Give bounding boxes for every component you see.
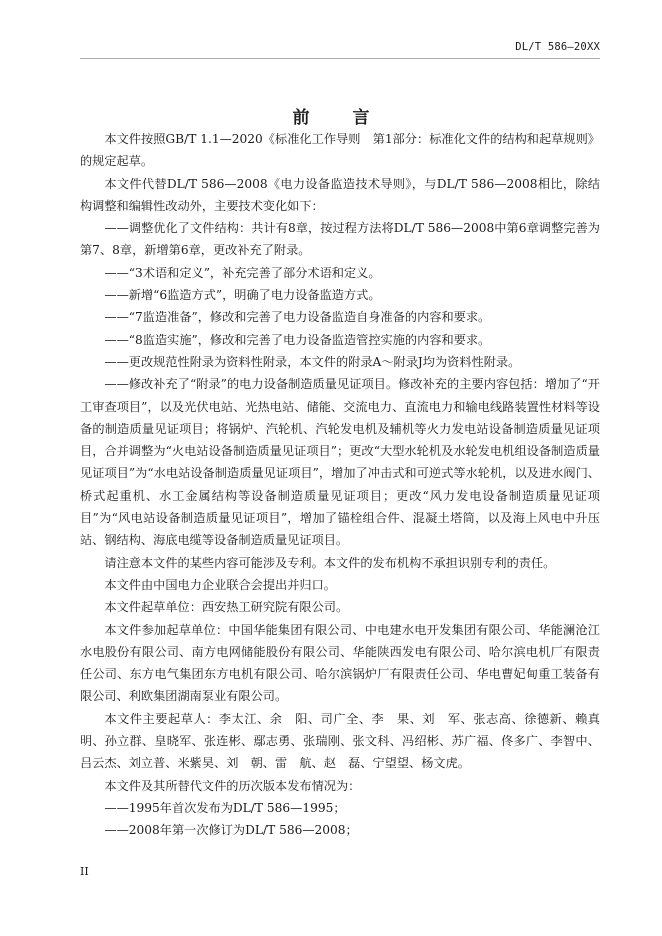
header-rule (80, 58, 600, 59)
change-item-annex-content: ——修改补充了“附录”的电力设备制造质量见证项目。修改补充的主要内容包括：增加了“开工审查项目”，以及光伏电站、光热电站、储能、交流电力、直流电力和输电线路装置性材料等设备的制造质量见证项目；将锅炉、汽轮机、汽轮发电机及辅机等火力发电站设备制造质量见证项目，合并调整为“火电站设备制造质量见证项目”；更改“大型水轮机及水轮发电机组设备制造质量见证项目”为“水电站设备制造质量见证项目”，增加了冲击式和可逆式等水轮机，以及进水阀门、桥式起重机、水工金属结构等设备制造质量见证项目；更改“风力发电设备制造质量见证项目”为“风电站设备制造质量见证项目”，增加了锚栓组合件、混凝土塔筒，以及海上风电中升压站、钢结构、海底电缆等设备制造质量见证项目。 (80, 377, 600, 548)
paragraph-proposer: 本文件由中国电力企业联合会提出并归口。 (104, 577, 336, 592)
change-item-implementation: ——“8监造实施”，修改和完善了电力设备监造管控实施的内容和要求。 (104, 332, 491, 347)
foreword-body (80, 128, 600, 842)
change-item-terms: ——“3术语和定义”，补充完善了部分术语和定义。 (104, 265, 381, 280)
document-code: DL/T 586—20XX (515, 41, 600, 53)
paragraph-replacement: 本文件代替DL/T 586—2008《电力设备监造技术导则》，与DL/T 586—2008相比，除结构调整和编辑性改动外，主要技术变化如下： (80, 176, 600, 213)
paragraph-history-intro: 本文件及其所替代文件的历次版本发布情况为： (104, 778, 361, 793)
paragraph-participating-units: 本文件参加起草单位：中国华能集团有限公司、中电建水电开发集团有限公司、华能澜沧江水电股份有限公司、南方电网储能股份有限公司、华能陕西发电有限公司、哈尔滨电机厂有限责任公司、东方电气集团东方电机有限公司、哈尔滨锅炉厂有限责任公司、华电曹妃甸重工装备有限公司、利欧集团湖南泵业有限公司。 (80, 622, 600, 704)
paragraph-patent-notice: 请注意本文件的某些内容可能涉及专利。本文件的发布机构不承担识别专利的责任。 (104, 555, 556, 570)
paragraph-drafting-unit: 本文件起草单位：西安热工研究院有限公司。 (104, 600, 349, 615)
page-title: 前 言 (292, 108, 383, 129)
paragraph-drafters: 本文件主要起草人：李太江、余 阳、司广全、李 果、刘 军、张志高、徐德新、赖真明、孙立群、皇晓军、张连彬、鄢志勇、张瑞刚、张文科、冯绍彬、苏广福、佟多广、李智中、吕云杰、刘立普、米紫昊、刘 朝、雷 航、赵 磊、宁望望、杨文虎。 (80, 711, 600, 771)
change-item-supervision-mode: ——新增“6监造方式”，明确了电力设备监造方式。 (104, 288, 381, 303)
history-item-1995: ——1995年首次发布为DL/T 586—1995； (104, 800, 346, 815)
page-number: II (80, 865, 89, 878)
paragraph-drafting-rules: 本文件按照GB/T 1.1—2020《标准化工作导则 第1部分：标准化文件的结构和起草规则》的规定起草。 (80, 132, 600, 169)
history-item-2008: ——2008年第一次修订为DL/T 586—2008； (104, 823, 358, 838)
change-item-structure: ——调整优化了文件结构：共计有8章，按过程方法将DL/T 586—2008中第6章调整完善为第7、8章，新增第6章，更改补充了附录。 (80, 221, 600, 258)
change-item-preparation: ——“7监造准备”，修改和完善了电力设备监造自身准备的内容和要求。 (104, 310, 491, 325)
change-item-annex-type: ——更改规范性附录为资料性附录，本文件的附录A～附录J均为资料性附录。 (104, 354, 521, 369)
